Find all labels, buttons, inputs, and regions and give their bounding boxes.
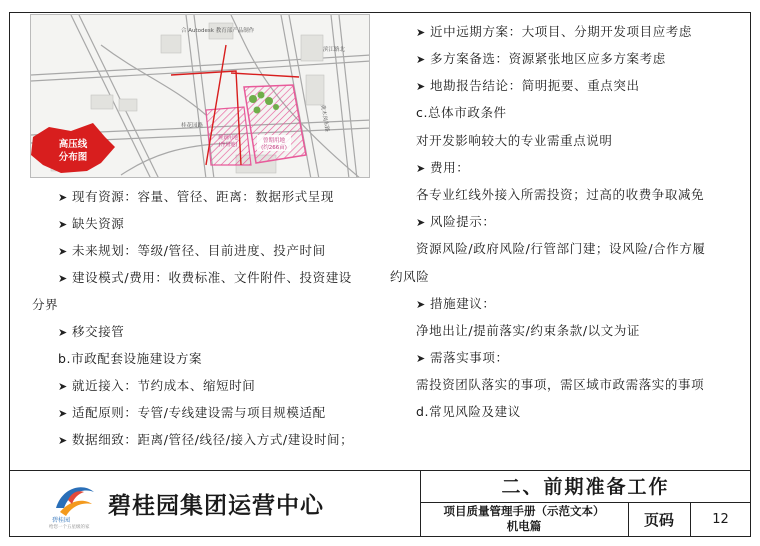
text-line-content: 数据细致：距离/管径/线径/接入方式/建设时间； <box>72 432 354 447</box>
bullet-arrow-icon: ➤ <box>58 191 68 204</box>
page-number: 12 <box>712 512 729 527</box>
text-line-content: 对开发影响较大的专业需重点说明 <box>416 133 613 148</box>
text-line <box>390 269 429 285</box>
text-line-content: 费用： <box>430 160 470 175</box>
text-line <box>416 78 640 95</box>
text-line-content: 未来规划：等级/管径、目前进度、投产时间 <box>72 243 326 258</box>
text-line <box>58 243 326 260</box>
text-line <box>416 377 704 393</box>
text-line <box>58 270 352 287</box>
text-line-content: 净地出让/提前落实/约束条款/以文为证 <box>416 323 641 338</box>
manual-title <box>420 504 628 534</box>
text-line-content: 建设模式/费用：收费标准、文件附件、投资建设 <box>72 270 352 285</box>
logo-slogan: 给您一个五星级的家 <box>49 525 90 530</box>
map-label-parcel2: 规划用地 <box>217 135 239 141</box>
map-label-road2: 黄木岗东路 <box>319 104 330 133</box>
map-label-road3: 桂花园路 <box>181 123 204 129</box>
bullet-arrow-icon: ➤ <box>416 298 426 311</box>
text-line <box>416 51 666 68</box>
page-label: 页码 <box>643 511 674 529</box>
text-line-content: 现有资源：容量、管径、距离：数据形式呈现 <box>72 189 335 204</box>
text-line-content: 需落实事项： <box>430 350 509 365</box>
text-line <box>58 324 124 341</box>
company-name: 碧桂园集团运营中心 <box>108 493 324 519</box>
bullet-arrow-icon: ➤ <box>416 80 426 93</box>
manual-title-line2: 机电篇 <box>506 519 542 533</box>
text-line <box>416 296 496 313</box>
text-line <box>58 189 334 206</box>
text-line <box>58 405 326 422</box>
text-line-content: 各专业红线外接入所需投资；过高的收费争取减免 <box>416 187 705 202</box>
manual-title-line1: 项目质量管理手册（示范文本） <box>443 504 605 518</box>
text-line-content: d.常见风险及建议 <box>416 404 521 419</box>
text-line <box>416 214 496 231</box>
text-line-content: 缺失资源 <box>72 216 125 231</box>
logo-text: 碧桂园 <box>52 517 71 524</box>
text-line <box>416 160 469 177</box>
high-voltage-map <box>30 14 370 178</box>
text-line <box>416 404 521 420</box>
text-line <box>416 133 613 149</box>
text-line-content: 近中远期方案：大项目、分期开发项目应考虑 <box>430 24 693 39</box>
text-line <box>58 216 124 233</box>
text-line <box>58 432 353 449</box>
text-line-content: 资源风险/政府风险/行管部门建；设风险/合作方履 <box>416 241 706 256</box>
map-label-top: 合 Autodesk 教育部产品制作 <box>181 28 255 34</box>
text-line-content: 约风险 <box>390 269 430 284</box>
bullet-arrow-icon: ➤ <box>416 162 426 175</box>
bullet-arrow-icon: ➤ <box>58 218 68 231</box>
bullet-arrow-icon: ➤ <box>58 272 68 285</box>
text-line-content: 移交接管 <box>72 324 125 339</box>
text-line <box>416 105 507 121</box>
bullet-arrow-icon: ➤ <box>416 53 426 66</box>
text-line <box>416 187 704 203</box>
bullet-arrow-icon: ➤ <box>416 26 426 39</box>
map-label-parcel: 曾期用地 <box>262 138 286 144</box>
text-line-content: 分界 <box>32 297 59 312</box>
bullet-arrow-icon: ➤ <box>416 216 426 229</box>
map-label-parcel2-sub: (净用地) <box>218 142 238 148</box>
text-line <box>32 297 58 313</box>
text-line <box>416 350 509 367</box>
text-line-content: c.总体市政条件 <box>416 105 507 120</box>
bullet-arrow-icon: ➤ <box>58 326 68 339</box>
text-line <box>58 378 255 395</box>
text-line <box>58 351 202 367</box>
text-line-content: b.市政配套设施建设方案 <box>58 351 203 366</box>
text-line <box>416 323 640 339</box>
bullet-arrow-icon: ➤ <box>58 245 68 258</box>
text-line-content: 多方案备选：资源紧张地区应多方案考虑 <box>430 51 666 66</box>
bullet-arrow-icon: ➤ <box>58 407 68 420</box>
map-label-parcel-area: (约266亩) <box>261 145 287 151</box>
text-line-content: 就近接入：节约成本、缩短时间 <box>72 378 256 393</box>
bullet-arrow-icon: ➤ <box>416 352 426 365</box>
map-drawing <box>31 15 370 178</box>
text-line-content: 需投资团队落实的事项，需区域市政需落实的事项 <box>416 377 705 392</box>
text-line-content: 适配原则：专管/专线建设需与项目规模适配 <box>72 405 326 420</box>
bullet-arrow-icon: ➤ <box>58 380 68 393</box>
footer-divider <box>9 470 751 471</box>
map-badge-line2: 分布图 <box>58 152 88 163</box>
text-line-content: 地勘报告结论：简明扼要、重点突出 <box>430 78 640 93</box>
section-title: 二、前期准备工作 <box>501 476 670 498</box>
bullet-arrow-icon: ➤ <box>58 434 68 447</box>
map-badge-line1: 高压线 <box>58 139 88 150</box>
text-line-content: 风险提示： <box>430 214 496 229</box>
text-line <box>416 241 706 257</box>
map-label-road1: 滨江路北 <box>323 47 346 53</box>
text-line-content: 措施建议： <box>430 296 496 311</box>
text-line <box>416 24 692 41</box>
